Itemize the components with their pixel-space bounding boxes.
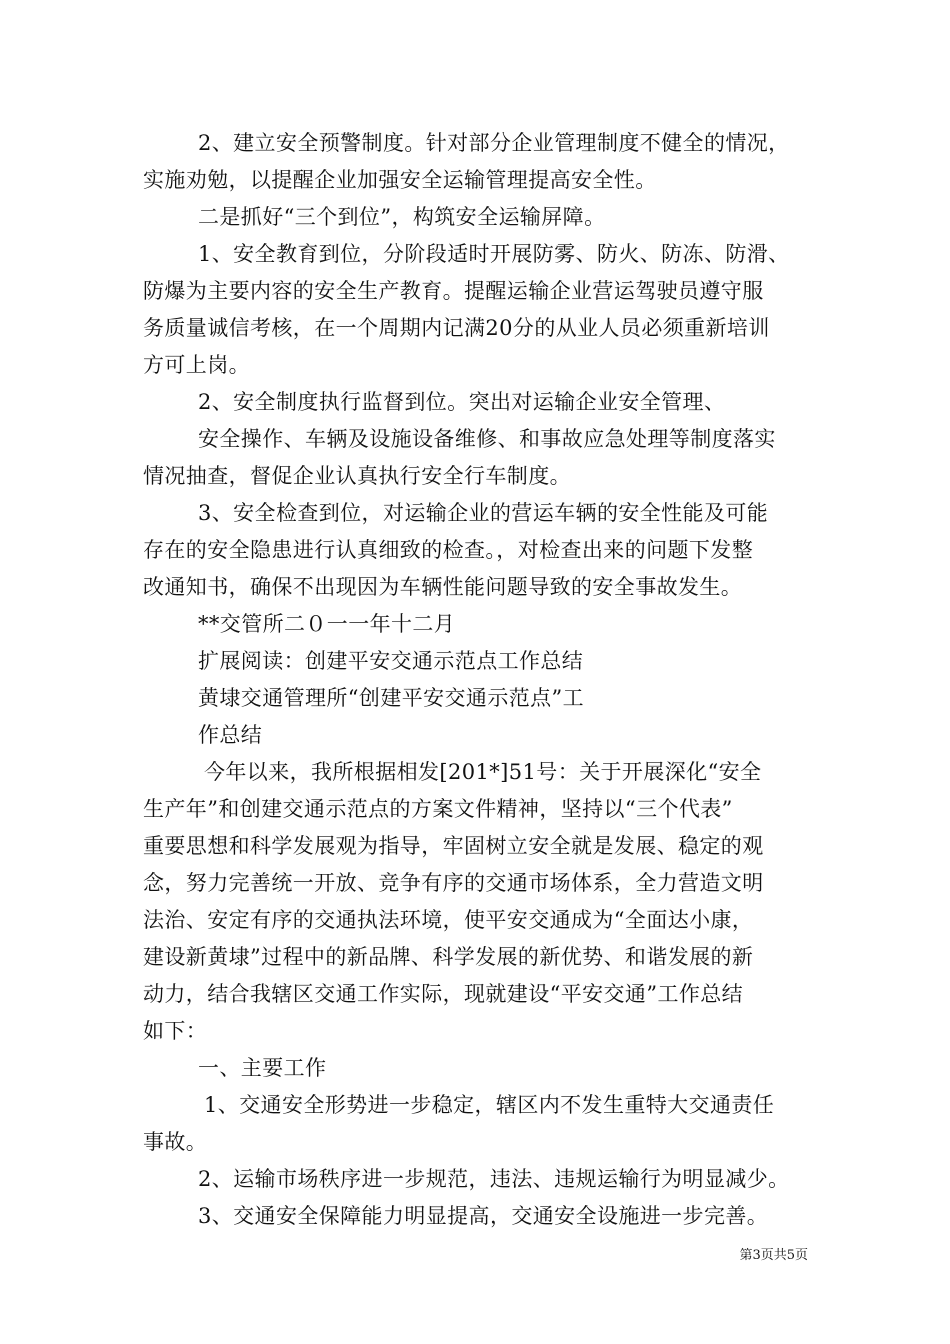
text-line: 1、安全教育到位，分阶段适时开展防雾、防火、防冻、防滑、: [198, 242, 790, 266]
text-line: 方可上岗。: [143, 353, 250, 377]
text-line: 情况抽查，督促企业认真执行安全行车制度。: [143, 464, 571, 488]
text-line: 实施劝勉，以提醒企业加强安全运输管理提高安全性。: [143, 168, 657, 192]
text-line: 今年以来，我所根据相发[201*]51号：关于开展深化“安全: [204, 760, 762, 784]
text-line: 作总结: [198, 723, 263, 747]
section-heading: 一、主要工作: [198, 1056, 327, 1080]
text-line: 2、建立安全预警制度。针对部分企业管理制度不健全的情况，: [198, 131, 790, 155]
text-line: 二是抓好“三个到位”，构筑安全运输屏障。: [198, 205, 606, 229]
text-line: 1、交通安全形势进一步稳定，辖区内不发生重特大交通责任: [204, 1093, 775, 1117]
text-line: 防爆为主要内容的安全生产教育。提醒运输企业营运驾驶员遵守服: [143, 279, 764, 303]
text-line: 3、交通安全保障能力明显提高，交通安全设施进一步完善。: [198, 1204, 769, 1228]
text-line: 生产年”和创建交通示范点的方案文件精神，坚持以“三个代表”: [143, 797, 733, 821]
text-line: 务质量诚信考核，在一个周期内记满20分的从业人员必须重新培训: [143, 316, 770, 340]
text-line: 安全操作、车辆及设施设备维修、和事故应急处理等制度落实: [198, 427, 776, 451]
text-line: 事故。: [143, 1130, 208, 1154]
text-line: 2、安全制度执行监督到位。突出对运输企业安全管理、: [198, 390, 726, 414]
text-line: 黄埭交通管理所“创建平安交通示范点”工: [198, 686, 585, 710]
text-line: **交管所二０一一年十二月: [198, 612, 456, 636]
text-line: 3、安全检查到位，对运输企业的营运车辆的安全性能及可能: [198, 501, 769, 525]
text-line: 改通知书，确保不出现因为车辆性能问题导致的安全事故发生。: [143, 575, 743, 599]
text-line: 法治、安定有序的交通执法环境，使平安交通成为“全面达小康，: [143, 908, 754, 932]
text-line: 建设新黄埭”过程中的新品牌、科学发展的新优势、和谐发展的新: [143, 945, 754, 969]
text-line: 2、运输市场秩序进一步规范，违法、违规运输行为明显减少。: [198, 1167, 790, 1191]
text-line: 重要思想和科学发展观为指导，牢固树立安全就是发展、稳定的观: [143, 834, 764, 858]
text-line: 扩展阅读：创建平安交通示范点工作总结: [198, 649, 584, 673]
text-line: 存在的安全隐患进行认真细致的检查。，对检查出来的问题下发整: [143, 538, 754, 562]
text-line: 如下：: [143, 1019, 208, 1043]
page-number-footer: 第3页共5页: [739, 1248, 808, 1263]
text-line: 念，努力完善统一开放、竞争有序的交通市场体系，全力营造文明: [143, 871, 764, 895]
text-line: 动力，结合我辖区交通工作实际，现就建设“平安交通”工作总结: [143, 982, 744, 1006]
